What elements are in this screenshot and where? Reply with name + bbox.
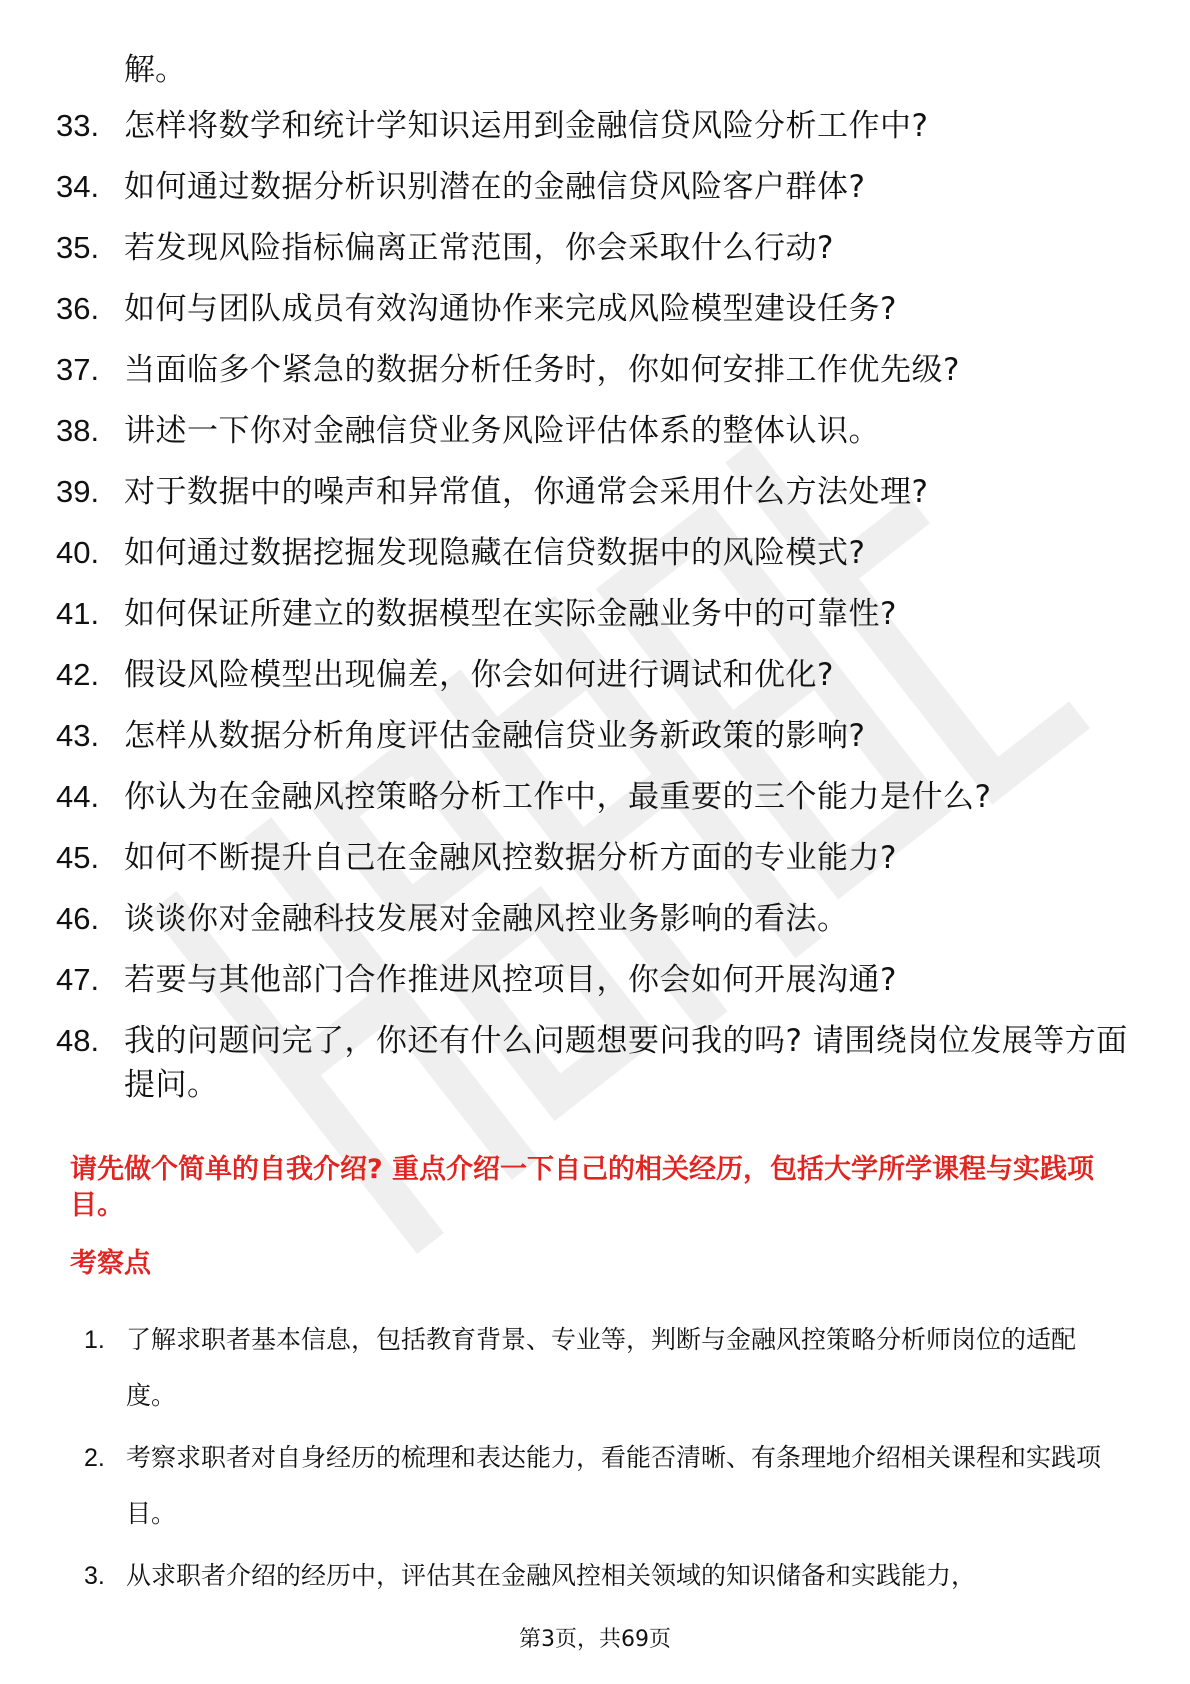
question-number: 36. [56, 291, 100, 326]
question-number: 47. [56, 962, 100, 997]
point-text: 了解求职者基本信息，包括教育背景、专业等，判断与金融风控策略分析师岗位的适配度。 [126, 1325, 1077, 1410]
question-item [56, 592, 1136, 636]
question-number: 46. [56, 901, 100, 936]
question-number: 33. [56, 108, 100, 143]
question-number: 41. [56, 596, 100, 631]
question-item [56, 165, 1136, 209]
question-text: 讲述一下你对金融信贷业务风险评估体系的整体认识。 [124, 413, 880, 449]
question-number: 42. [56, 657, 100, 692]
section-label: 考察点 [70, 1248, 151, 1279]
question-text: 如何通过数据分析识别潜在的金融信贷风险客户群体? [124, 169, 866, 205]
question-item [56, 226, 1136, 270]
question-item [56, 836, 1136, 880]
question-text: 当面临多个紧急的数据分析任务时，你如何安排工作优先级? [124, 352, 960, 388]
point-text: 考察求职者对自身经历的梳理和表达能力，看能否清晰、有条理地介绍相关课程和实践项目。 [126, 1443, 1102, 1528]
question-item [56, 958, 1136, 1002]
question-text: 假设风险模型出现偏差，你会如何进行调试和优化? [124, 657, 834, 693]
question-item [56, 897, 1136, 941]
question-number: 40. [56, 535, 100, 570]
question-text: 我的问题问完了，你还有什么问题想要问我的吗? 请围绕岗位发展等方面提问。 [124, 1023, 1128, 1103]
assessment-point [84, 1430, 1124, 1542]
question-item [56, 287, 1136, 331]
question-item [56, 409, 1136, 453]
question-text: 谈谈你对金融科技发展对金融风控业务影响的看法。 [124, 901, 849, 937]
question-number: 34. [56, 169, 100, 204]
question-item [56, 348, 1136, 392]
point-number: 1. [84, 1326, 105, 1354]
question-number: 44. [56, 779, 100, 814]
question-number: 35. [56, 230, 100, 265]
question-number: 37. [56, 352, 100, 387]
question-item [56, 104, 1136, 148]
question-item [56, 775, 1136, 819]
page-footer: 第3页，共69页 [519, 1627, 671, 1652]
question-text: 你认为在金融风控策略分析工作中，最重要的三个能力是什么? [124, 779, 992, 815]
question-text: 若要与其他部门合作推进风控项目，你会如何开展沟通? [124, 962, 897, 998]
question-text: 若发现风险指标偏离正常范围，你会采取什么行动? [124, 230, 834, 266]
point-number: 3. [84, 1562, 105, 1590]
point-text: 从求职者介绍的经历中，评估其在金融风控相关领域的知识储备和实践能力， [126, 1561, 977, 1590]
question-text: 如何不断提升自己在金融风控数据分析方面的专业能力? [124, 840, 897, 876]
assessment-points [84, 1312, 1124, 1610]
question-item [56, 1019, 1136, 1107]
question-number: 39. [56, 474, 100, 509]
question-item [56, 470, 1136, 514]
question-text: 如何保证所建立的数据模型在实际金融业务中的可靠性? [124, 596, 897, 632]
point-number: 2. [84, 1444, 105, 1472]
question-number: 45. [56, 840, 100, 875]
question-item [56, 653, 1136, 697]
continuation-text: 解。 [124, 52, 186, 88]
question-number: 43. [56, 718, 100, 753]
question-text: 对于数据中的噪声和异常值，你通常会采用什么方法处理? [124, 474, 929, 510]
question-text: 怎样从数据分析角度评估金融信贷业务新政策的影响? [124, 718, 866, 754]
question-number: 48. [56, 1023, 100, 1058]
question-number: 38. [56, 413, 100, 448]
question-text: 如何与团队成员有效沟通协作来完成风险模型建设任务? [124, 291, 897, 327]
highlight-question: 请先做个简单的自我介绍? 重点介绍一下自己的相关经历，包括大学所学课程与实践项目。 [70, 1154, 1095, 1221]
question-item [56, 714, 1136, 758]
assessment-point [84, 1312, 1124, 1424]
question-item [56, 531, 1136, 575]
question-list [56, 104, 1136, 1124]
assessment-point [84, 1548, 1124, 1604]
question-text: 如何通过数据挖掘发现隐藏在信贷数据中的风险模式? [124, 535, 866, 571]
question-text: 怎样将数学和统计学知识运用到金融信贷风险分析工作中? [124, 108, 929, 144]
